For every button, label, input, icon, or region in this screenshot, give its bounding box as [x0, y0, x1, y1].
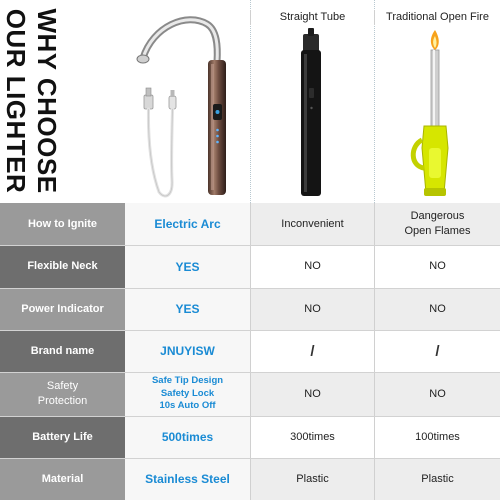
- straight-tube-value: NO: [250, 245, 374, 288]
- tagline-block: [0, 0, 125, 203]
- table-row: [0, 416, 500, 458]
- open-fire-value: NO: [374, 288, 500, 330]
- arc-lighter-product-icon: [125, 0, 250, 203]
- tagline-line2: OUR LIGHTER: [1, 8, 31, 194]
- tagline: [0, 8, 62, 193]
- table-row: [0, 245, 500, 288]
- comparison-header: [0, 0, 500, 203]
- row-label: Safety Protection: [0, 372, 125, 416]
- yellow-flame-lighter-icon: [374, 28, 500, 203]
- row-divider: [0, 416, 500, 417]
- row-divider: [0, 372, 500, 373]
- row-divider: [0, 458, 500, 459]
- open-fire-value: Plastic: [374, 458, 500, 500]
- straight-tube-column-title: Straight Tube: [250, 10, 374, 25]
- our-value: JNUYISW: [125, 330, 250, 372]
- our-value: Stainless Steel: [125, 458, 250, 500]
- open-fire-value: /: [374, 330, 500, 372]
- open-fire-value: NO: [374, 372, 500, 416]
- row-label: Battery Life: [0, 416, 125, 458]
- row-label: Brand name: [0, 330, 125, 372]
- open-fire-value: 100times: [374, 416, 500, 458]
- comparison-table: [0, 203, 500, 500]
- row-label: Power Indicator: [0, 288, 125, 330]
- row-label: How to Ignite: [0, 203, 125, 245]
- straight-tube-value: 300times: [250, 416, 374, 458]
- straight-tube-lighter-icon: [250, 28, 374, 203]
- tagline-line1: WHY CHOOSE: [32, 8, 62, 194]
- straight-tube-value: Plastic: [250, 458, 374, 500]
- our-value: YES: [125, 245, 250, 288]
- our-value: 500times: [125, 416, 250, 458]
- row-divider: [0, 245, 500, 246]
- table-row: [0, 203, 500, 245]
- row-label: Flexible Neck: [0, 245, 125, 288]
- our-value: Safe Tip Design Safety Lock 10s Auto Off: [125, 372, 250, 416]
- open-fire-value: NO: [374, 245, 500, 288]
- open-fire-value: Dangerous Open Flames: [374, 203, 500, 245]
- table-row: [0, 288, 500, 330]
- straight-tube-value: NO: [250, 372, 374, 416]
- open-fire-column-title: Traditional Open Fire: [374, 10, 500, 25]
- straight-tube-value: /: [250, 330, 374, 372]
- row-divider: [0, 288, 500, 289]
- row-label: Material: [0, 458, 125, 500]
- table-row: [0, 458, 500, 500]
- row-divider: [0, 330, 500, 331]
- straight-tube-value: Inconvenient: [250, 203, 374, 245]
- our-value: Electric Arc: [125, 203, 250, 245]
- straight-tube-value: NO: [250, 288, 374, 330]
- table-row: [0, 372, 500, 416]
- our-value: YES: [125, 288, 250, 330]
- table-row: [0, 330, 500, 372]
